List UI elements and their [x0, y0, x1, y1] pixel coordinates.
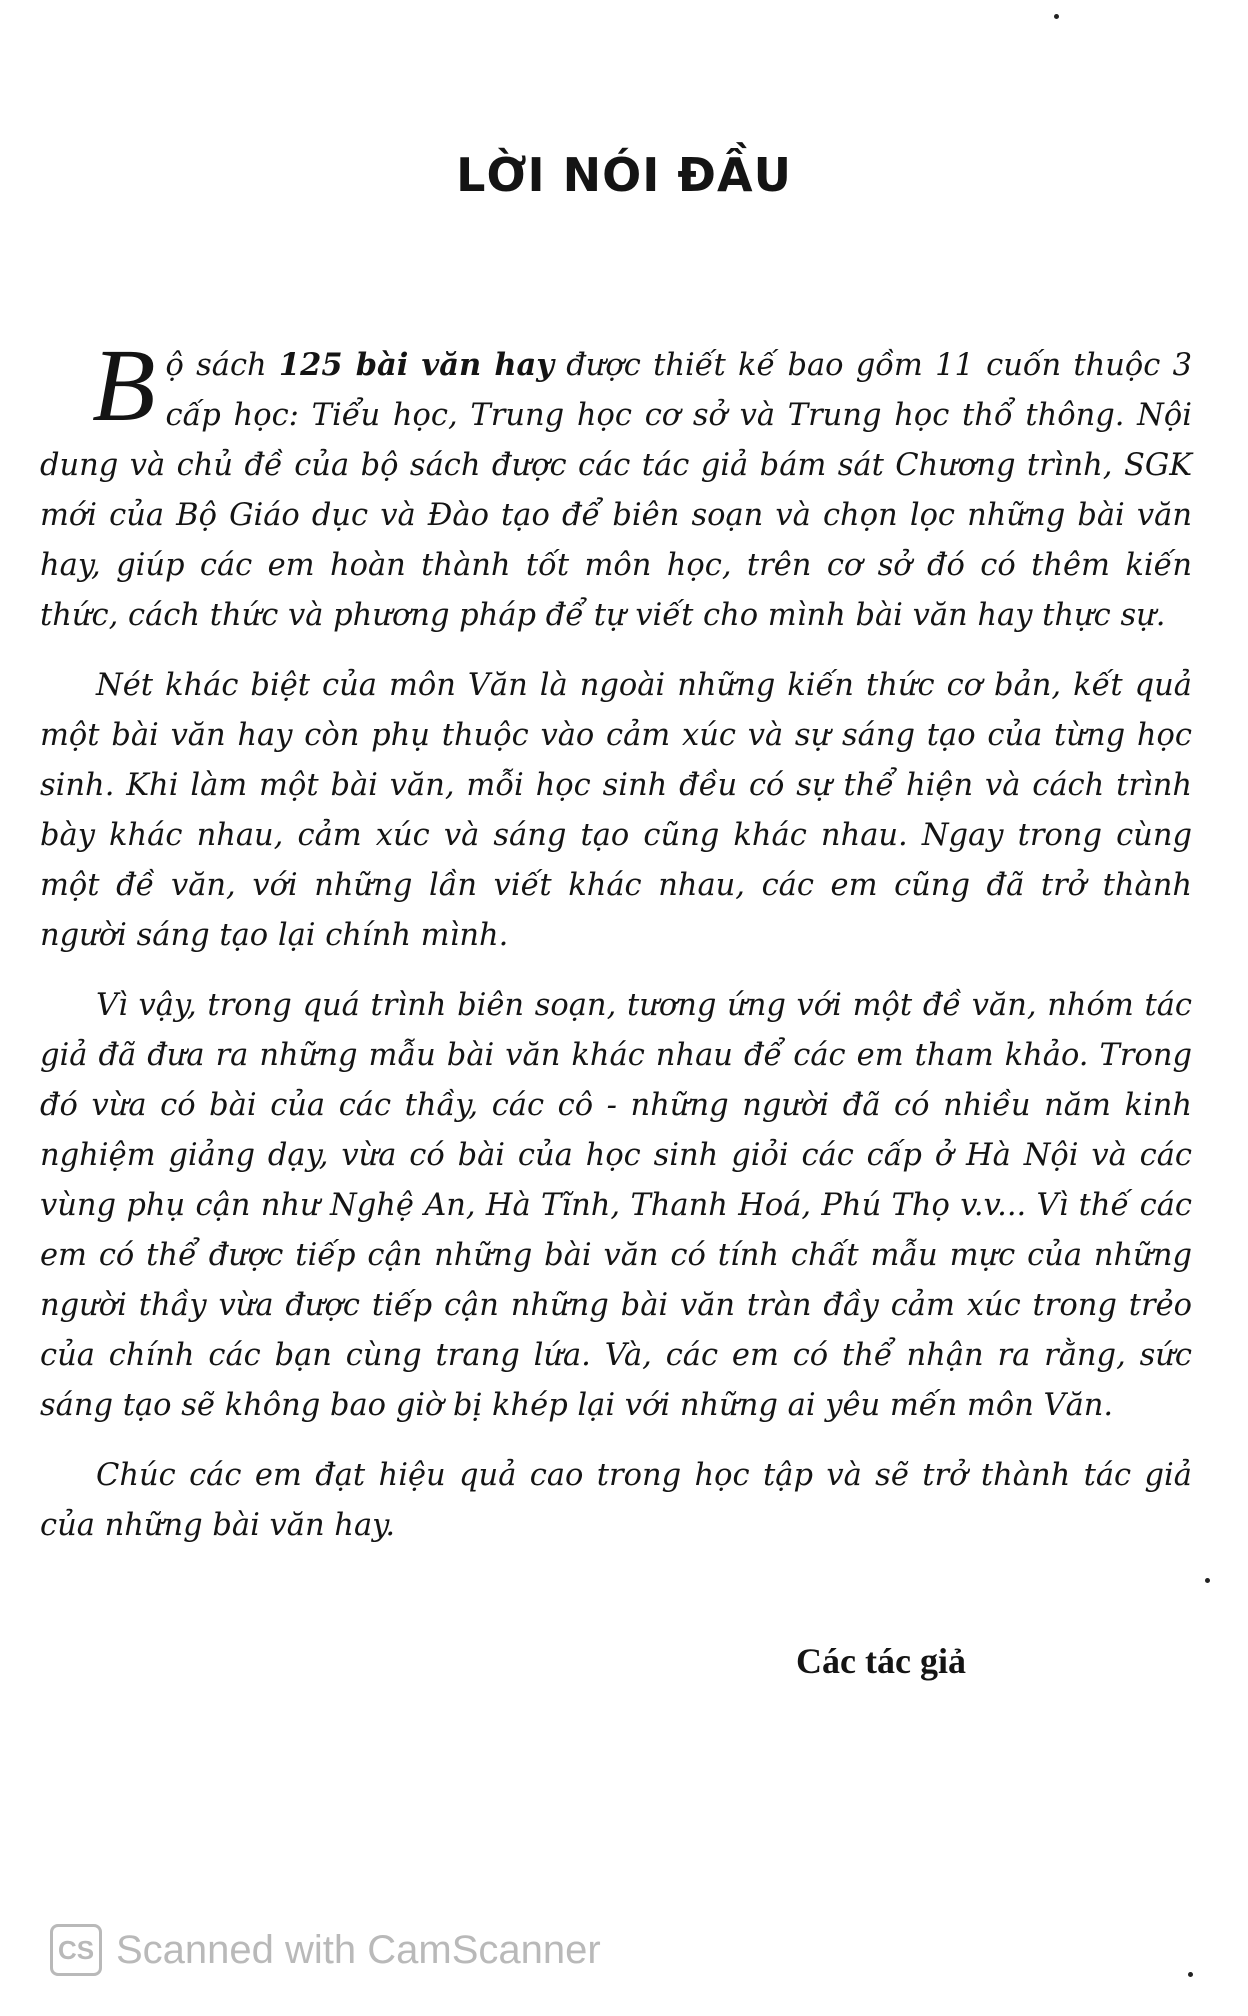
scan-speck — [1188, 1972, 1193, 1977]
scan-speck — [1054, 14, 1059, 19]
drop-cap: B — [92, 328, 156, 443]
paragraph-2: Vì vậy, trong quá trình biên soạn, tương ứng với một đề văn, nhóm tác giả đã đưa ra những mẫu bài văn khác nhau để các em tham khảo. Trong đó vừa có bài của các thầy, các cô - những người đã có nhiều năm kinh nghiệm giảng dạy, vừa có bài của học sinh giỏi các cấp ở Hà Nội và các vùng phụ cận như Nghệ An, Hà Tĩnh, Thanh Hoá, Phú Thọ v.v... Vì thế các em có thể được tiếp cận những bài văn có tính chất mẫu mực của những người thầy vừa được tiếp cận những bài văn tràn đầy cảm xúc trong trẻo của chính các bạn cùng trang lứa. Và, các em có thể nhận ra rằng, sức sáng tạo sẽ không bao giờ bị khép lại với những ai yêu mến môn Văn. — [40, 988, 1192, 1423]
paragraph-3: Chúc các em đạt hiệu quả cao trong học tập và sẽ trở thành tác giả của những bài văn hay. — [40, 1458, 1192, 1543]
book-title: 125 bài văn hay — [278, 347, 555, 383]
camscanner-logo-icon: CS — [50, 1924, 102, 1976]
intro-text-rest: được thiết kế bao gồm 11 cuốn thuộc 3 cấp học: Tiểu học, Trung học cơ sở và Trung học thổ thông. Nội dung và chủ đề của bộ sách được các tác giả bám sát Chương trình, SGK mới của Bộ Giáo dục và Đào tạo để biên soạn và chọn lọc những bài văn hay, giúp các em hoàn thành tốt môn học, trên cơ sở đó có thêm kiến thức, cách thức và phương pháp để tự viết cho mình bài văn hay thực sự. — [40, 348, 1192, 633]
watermark-text: Scanned with CamScanner — [116, 1927, 601, 1972]
signature: Các tác giả — [796, 1641, 966, 1681]
page-title: LỜI NÓI ĐẦU — [456, 148, 792, 202]
intro-text-start: ộ sách — [165, 348, 279, 383]
camscanner-watermark — [50, 1924, 601, 1976]
paragraph-1: Nét khác biệt của môn Văn là ngoài những kiến thức cơ bản, kết quả một bài văn hay còn phụ thuộc vào cảm xúc và sự sáng tạo của từng học sinh. Khi làm một bài văn, mỗi học sinh đều có sự thể hiện và cách trình bày khác nhau, cảm xúc và sáng tạo cũng khác nhau. Ngay trong cùng một đề văn, với những lần viết khác nhau, các em cũng đã trở thành người sáng tạo lại chính mình. — [40, 668, 1192, 953]
scan-speck — [1205, 1578, 1210, 1583]
intro-paragraph — [40, 328, 1192, 641]
preface-body — [40, 328, 1192, 1571]
